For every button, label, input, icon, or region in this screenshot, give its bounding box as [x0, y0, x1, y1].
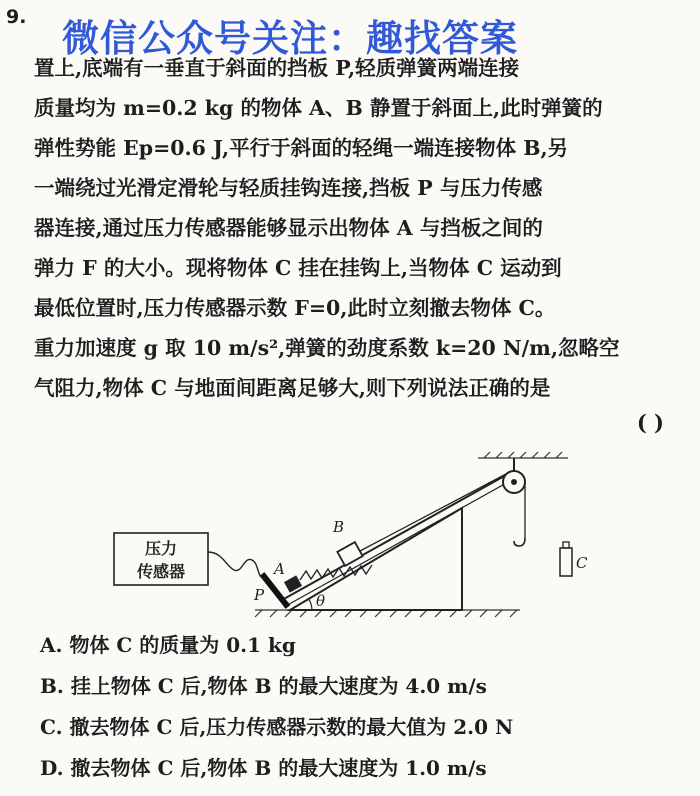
angle-arc: [308, 598, 312, 610]
stem-line-8: 最低位置时,压力传感器示数 F=0,此时立刻撤去物体 C。: [34, 296, 556, 320]
watermark-text: 微信公众号关注：趣找答案: [62, 17, 518, 60]
label-b: B: [333, 518, 345, 536]
stem-line-4: 弹性势能 Ep=0.6 J,平行于斜面的轻绳一端连接物体 B,另: [34, 136, 569, 160]
ground: [255, 610, 520, 617]
label-p: P: [254, 586, 265, 604]
rope-incline: [360, 474, 506, 551]
stem-line-6: 器连接,通过压力传感器能够显示出物体 A 与挡板之间的: [34, 216, 543, 240]
question-number: 9.: [6, 6, 27, 28]
option-d[interactable]: D. 撤去物体 C 后,物体 B 的最大速度为 1.0 m/s: [40, 756, 487, 780]
stem-line-9: 重力加速度 g 取 10 m/s²,弹簧的劲度系数 k=20 N/m,忽略空: [34, 336, 620, 360]
option-b[interactable]: B. 挂上物体 C 后,物体 B 的最大速度为 4.0 m/s: [40, 674, 487, 698]
option-c[interactable]: C. 撤去物体 C 后,压力传感器示数的最大值为 2.0 N: [40, 715, 514, 739]
sensor-label-line1: 压力: [144, 539, 178, 558]
question-stem: [34, 48, 670, 408]
stem-line-7: 弹力 F 的大小。现将物体 C 挂在挂钩上,当物体 C 运动到: [34, 256, 562, 280]
label-c: C: [576, 554, 588, 572]
stem-line-10: 气阻力,物体 C 与地面间距离足够大,则下列说法正确的是: [34, 376, 551, 400]
label-a: A: [274, 560, 285, 578]
stem-line-2: 置上,底端有一垂直于斜面的挡板 P,轻质弹簧两端连接: [34, 56, 520, 80]
incline-track: [282, 474, 508, 600]
baffle-p: [262, 574, 288, 607]
object-b: [337, 542, 362, 566]
stem-line-5: 一端绕过光滑定滑轮与轻质挂钩连接,挡板 P 与压力传感: [34, 176, 543, 200]
answer-options: [40, 625, 513, 789]
option-a[interactable]: A. 物体 C 的质量为 0.1 kg: [40, 633, 296, 657]
stem-line-3: 质量均为 m=0.2 kg 的物体 A、B 静置于斜面上,此时弹簧的: [34, 96, 603, 120]
pulley-axle: [511, 479, 517, 485]
sensor-wire: [208, 552, 266, 578]
hook-icon: [514, 538, 525, 546]
physics-diagram: [0, 440, 700, 620]
object-c-body: [560, 548, 572, 576]
incline-track-edge: [284, 481, 510, 607]
ceiling: [478, 452, 568, 458]
answer-bracket: ( ): [636, 410, 664, 435]
object-c-top: [563, 542, 569, 548]
label-theta: θ: [316, 592, 326, 610]
sensor-label-line2: 传感器: [136, 562, 186, 581]
